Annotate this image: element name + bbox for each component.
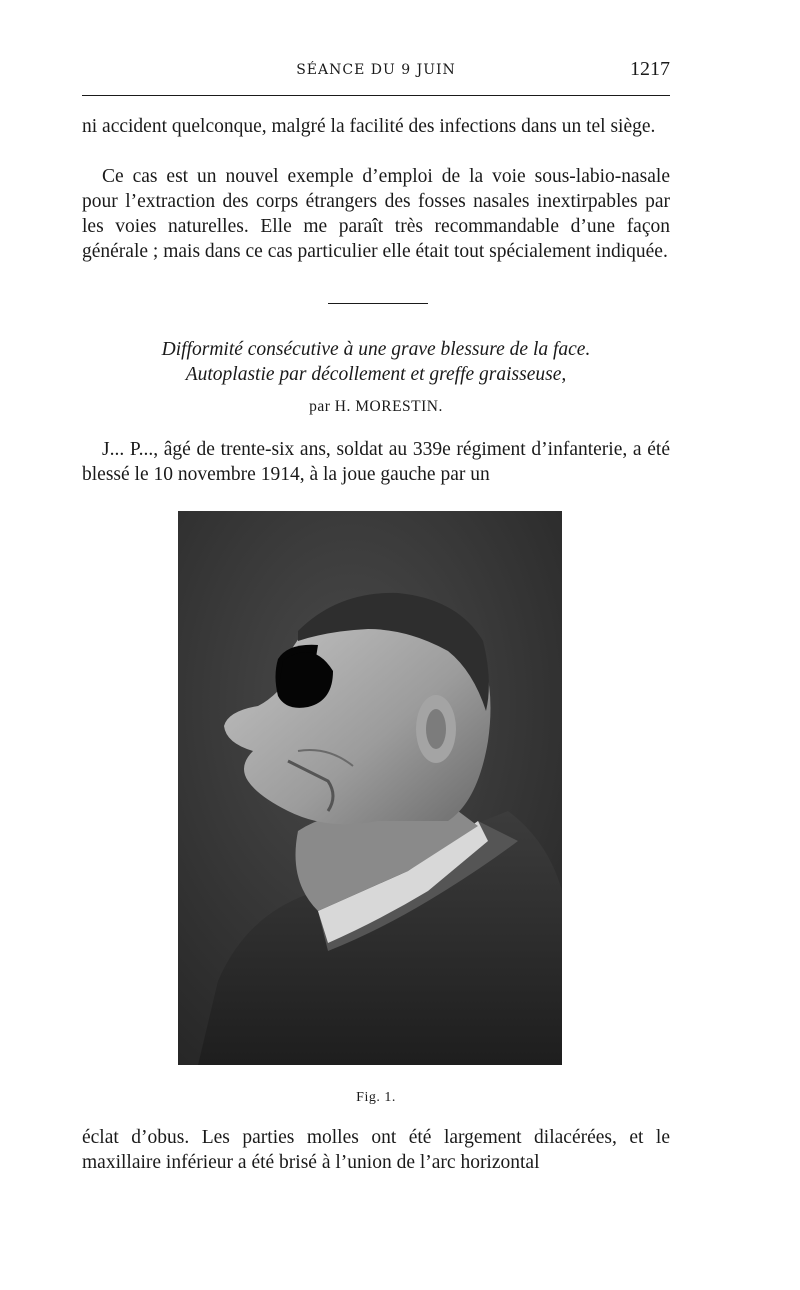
- figure-photograph: [178, 511, 562, 1065]
- figure-caption: Fig. 1.: [356, 1090, 396, 1105]
- portrait-photo: [178, 511, 562, 1065]
- article-title-line-2: Autoplastie par décollement et greffe graisseuse,: [185, 364, 567, 385]
- paragraph-conclusion: Ce cas est un nouvel exemple d’emploi de la voie sous-labio-nasale pour l’extraction des corps étrangers des fosses nasales inextirpables par les voies naturelles. Elle me paraît très recommandable d’une façon générale ; mais dans ce cas particulier elle était tout spécialement indiquée.: [82, 166, 670, 262]
- running-header: [82, 58, 670, 88]
- section-separator: [328, 303, 428, 304]
- paragraph-case-continued: éclat d’obus. Les parties molles ont été largement dilacérées, et le maxillaire inférieur a été brisé à l’union de l’arc horizontal: [82, 1127, 670, 1173]
- page-number: 1217: [630, 58, 670, 80]
- paragraph-case-intro: J... P..., âgé de trente-six ans, soldat au 339e régiment d’infanterie, a été blessé le 10 novembre 1914, à la joue gauche par un: [82, 439, 670, 485]
- header-rule: [82, 95, 670, 96]
- header-title: SÉANCE DU 9 JUIN: [296, 62, 456, 78]
- article-author: par H. MORESTIN.: [309, 398, 443, 415]
- article-title-line-1: Difformité consécutive à une grave blessure de la face.: [161, 339, 591, 360]
- paragraph-continuation: ni accident quelconque, malgré la facilité des infections dans un tel siège.: [82, 116, 656, 137]
- article-title: [82, 337, 670, 387]
